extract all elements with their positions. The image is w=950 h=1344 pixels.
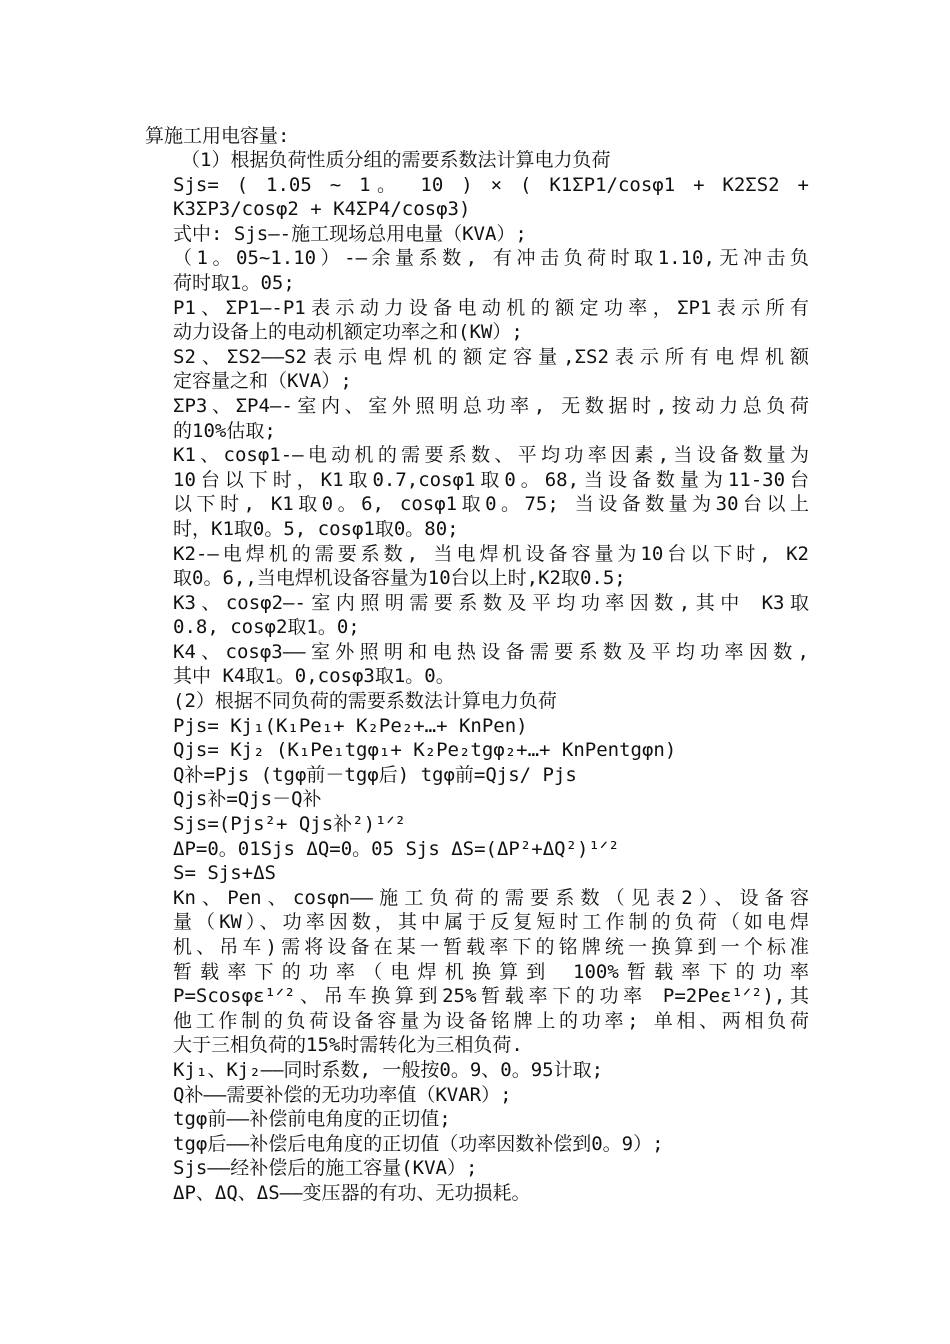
text-line: K3、cosφ2—-室内照明需要系数及平均功率因数,其中 K3取 — [173, 591, 809, 614]
text-line: （1）根据负荷性质分组的需要系数法计算电力负荷 — [181, 149, 611, 171]
text-line: 荷时取1。05; — [173, 271, 295, 294]
text-line: tgφ前——补偿前电角度的正切值; — [173, 1108, 451, 1131]
text-line: P1、ΣP1—-P1表示动力设备电动机的额定功率，ΣP1表示所有 — [173, 296, 809, 319]
text-line: 其中 K4取1。0,cosφ3取1。0。 — [173, 665, 455, 688]
text-line: 定容量之和（KVA）; — [173, 370, 352, 393]
text-line: 10台以下时，K1取0.7,cosφ1取0。68,当设备数量为11-30台 — [173, 468, 809, 491]
text-line: （1。05~1.10）-—余量系数, 有冲击负荷时取1.10,无冲击负 — [173, 247, 809, 270]
text-line: tgφ后——补偿后电角度的正切值（功率因数补偿到0。9）; — [173, 1132, 664, 1155]
text-line: Sjs= ( 1.05 ~ 1。 10 ) × ( K1ΣP1/cosφ1 + K2ΣS2 + — [173, 173, 809, 196]
text-line: 动力设备上的电动机额定功率之和(KW）; — [173, 321, 523, 344]
text-line: K4、cosφ3——室外照明和电热设备需要系数及平均功率因数, — [173, 640, 809, 663]
text-line: 时，K1取0。5, cosφ1取0。80; — [173, 517, 459, 540]
text-line: 0.8, cosφ2取1。0; — [173, 616, 360, 639]
text-line: Kj₁、Kj₂——同时系数, 一般按0。9、0。95计取; — [173, 1058, 604, 1081]
text-line: ΔP=0。01Sjs ΔQ=0。05 Sjs ΔS=(ΔP²+ΔQ²)¹ᐟ² — [173, 837, 620, 860]
text-line: 式中: Sjs—-施工现场总用电量（KVA）; — [173, 222, 527, 245]
text-line: S2、ΣS2——S2表示电焊机的额定容量,ΣS2表示所有电焊机额 — [173, 345, 809, 368]
text-line: K3ΣP3/cosφ2 + K4ΣP4/cosφ3) — [173, 198, 471, 221]
text-line: Pjs= Kj₁(K₁Pe₁+ K₂Pe₂+…+ KnPen) — [173, 714, 528, 737]
text-line: Qjs= Kj₂ (K₁Pe₁tgφ₁+ K₂Pe₂tgφ₂+…+ KnPentgφn) — [173, 739, 677, 762]
text-line: Q补——需要补偿的无功功率值（KVAR）; — [173, 1083, 512, 1106]
section-heading: 算施工用电容量: — [145, 125, 290, 147]
text-line: K1、cosφ1-—电动机的需要系数、平均功率因素,当设备数量为 — [173, 444, 809, 467]
text-line: 他工作制的负荷设备容量为设备铭牌上的功率; 单相、两相负荷 — [173, 1009, 809, 1032]
text-line: K2-—电焊机的需要系数, 当电焊机设备容量为10台以下时, K2 — [173, 542, 809, 565]
text-line: 暂载率下的功率（电焊机换算到 100%暂载率下的功率 — [173, 960, 809, 983]
text-line: ΣP3、ΣP4—-室内、室外照明总功率, 无数据时,按动力总负荷 — [173, 394, 809, 417]
text-line: Sjs=(Pjs²+ Qjs补²)¹ᐟ² — [173, 813, 406, 836]
text-line: Kn、Pen、cosφn——施工负荷的需要系数（见表2）、设备容 — [173, 886, 809, 909]
text-line: P=Scosφε¹ᐟ²、吊车换算到25%暂载率下的功率 P=2Peε¹ᐟ²),其 — [173, 985, 809, 1008]
text-line: Qjs补=Qjs－Q补 — [173, 788, 322, 811]
text-line: S= Sjs+ΔS — [173, 862, 276, 885]
text-line: 的10%估取; — [173, 419, 276, 442]
text-line: Sjs——经补偿后的施工容量(KVA）; — [173, 1157, 478, 1180]
document-body — [173, 148, 809, 1206]
text-line: 量（KW）、功率因数，其中属于反复短时工作制的负荷（如电焊 — [173, 911, 809, 934]
text-line: 取0。6,,当电焊机设备容量为10台以上时,K2取0.5; — [173, 567, 626, 590]
text-line: ΔP、ΔQ、ΔS——变压器的有功、无功损耗。 — [173, 1181, 531, 1204]
text-line: 以下时, K1取0。6, cosφ1取0。75; 当设备数量为30台以上 — [173, 493, 809, 516]
text-line: Q补=Pjs (tgφ前－tgφ后) tgφ前=Qjs/ Pjs — [173, 763, 577, 786]
text-line: (2）根据不同负荷的需要系数法计算电力负荷 — [173, 690, 557, 713]
text-line: 机、吊车)需将设备在某一暂载率下的铭牌统一换算到一个标准 — [173, 936, 809, 958]
text-line: 大于三相负荷的15%时需转化为三相负荷. — [173, 1034, 523, 1057]
